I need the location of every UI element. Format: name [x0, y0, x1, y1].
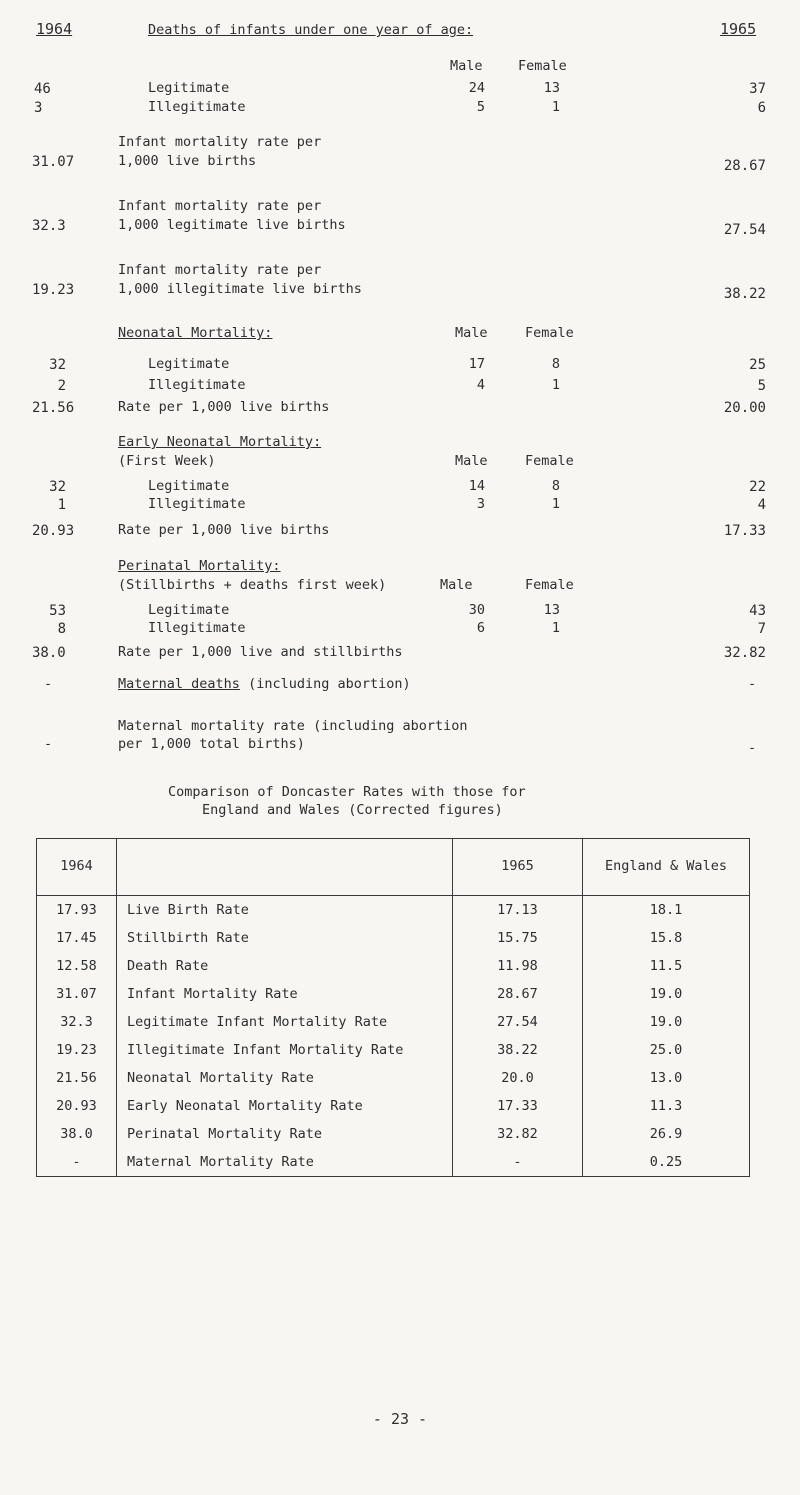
maternal-deaths-label [118, 678, 411, 692]
header-1964: 1964 [37, 839, 117, 896]
neonatal-legit-1965: 25 [749, 357, 766, 373]
cell-england-wales: 13.0 [583, 1064, 750, 1092]
early-legit-1965: 22 [749, 479, 766, 495]
cell-label: Live Birth Rate [117, 896, 453, 925]
illegit-label: Illegitimate [148, 99, 246, 115]
cell-england-wales: 0.25 [583, 1148, 750, 1177]
perinatal-legit-1964: 53 [49, 603, 66, 619]
legit-male: 24 [468, 80, 485, 96]
rate-label-line1: Infant mortality rate per [118, 262, 322, 278]
illegit-female: 1 [551, 99, 560, 115]
perinatal-legit-female: 13 [543, 602, 560, 618]
illegit-deaths-1965: 6 [757, 100, 766, 116]
rate-1964: 31.07 [32, 154, 75, 170]
table-row [37, 980, 750, 1008]
rate-1964: 32.3 [32, 218, 66, 234]
perinatal-legit-1965: 43 [749, 603, 766, 619]
cell-england-wales: 15.8 [583, 924, 750, 952]
legit-label: Legitimate [148, 602, 230, 618]
male-column-header: Male [455, 453, 488, 469]
illegit-deaths-1964: 3 [34, 100, 43, 116]
perinatal-illegit-female: 1 [551, 620, 560, 636]
cell-label: Maternal Mortality Rate [117, 1148, 453, 1177]
maternal-deaths-1964: - [44, 676, 53, 692]
table-row [37, 896, 750, 925]
cell-label: Illegitimate Infant Mortality Rate [117, 1036, 453, 1064]
cell-1965: 38.22 [453, 1036, 583, 1064]
cell-1965: 17.33 [453, 1092, 583, 1120]
maternal-rate-line1: Maternal mortality rate (including abortion [118, 718, 468, 734]
perinatal-rate-1964: 38.0 [32, 645, 66, 661]
table-row [37, 1120, 750, 1148]
header-description [117, 839, 453, 896]
rate-label-line2: 1,000 illegitimate live births [118, 281, 362, 297]
cell-label: Legitimate Infant Mortality Rate [117, 1008, 453, 1036]
neonatal-rate-1965: 20.00 [723, 400, 766, 416]
male-column-header: Male [455, 325, 488, 341]
perinatal-subheading: (Stillbirths + deaths first week) [118, 577, 387, 593]
perinatal-illegit-1965: 7 [757, 621, 766, 637]
female-column-header: Female [525, 325, 574, 341]
cell-1964: 20.93 [37, 1092, 117, 1120]
early-legit-male: 14 [468, 478, 485, 494]
male-column-header: Male [450, 58, 483, 74]
rate-label-line2: 1,000 live births [118, 153, 257, 169]
neonatal-legit-1964: 32 [49, 357, 66, 373]
neonatal-illegit-1964: 2 [57, 378, 66, 394]
maternal-deaths-1965: - [748, 676, 757, 692]
early-rate-1965: 17.33 [723, 523, 766, 539]
cell-1965: 17.13 [453, 896, 583, 925]
cell-1964: 17.45 [37, 924, 117, 952]
perinatal-illegit-1964: 8 [57, 621, 66, 637]
legit-label: Legitimate [148, 478, 230, 494]
neonatal-illegit-1965: 5 [757, 378, 766, 394]
page-title: Deaths of infants under one year of age: [148, 22, 474, 38]
neonatal-rate-label: Rate per 1,000 live births [118, 399, 330, 415]
comparison-title-line2: England and Wales (Corrected figures) [202, 802, 503, 818]
rate-label-line1: Infant mortality rate per [118, 134, 322, 150]
cell-england-wales: 19.0 [583, 980, 750, 1008]
cell-1965: 15.75 [453, 924, 583, 952]
legit-deaths-1965: 37 [749, 81, 766, 97]
perinatal-rate-label: Rate per 1,000 live and stillbirths [118, 644, 403, 660]
table-row [37, 1036, 750, 1064]
cell-england-wales: 11.3 [583, 1092, 750, 1120]
perinatal-heading: Perinatal Mortality: [118, 558, 281, 574]
female-column-header: Female [518, 58, 567, 74]
neonatal-legit-female: 8 [551, 356, 560, 372]
cell-england-wales: 11.5 [583, 952, 750, 980]
table-row [37, 952, 750, 980]
page-number: - 23 - [372, 1410, 428, 1428]
header-england-wales: England & Wales [583, 839, 750, 896]
cell-label: Infant Mortality Rate [117, 980, 453, 1008]
early-neonatal-heading: Early Neonatal Mortality: [118, 434, 322, 450]
female-column-header: Female [525, 453, 574, 469]
cell-1964: 19.23 [37, 1036, 117, 1064]
perinatal-illegit-male: 6 [476, 620, 485, 636]
rate-label-line2: 1,000 legitimate live births [118, 217, 346, 233]
early-illegit-male: 3 [476, 496, 485, 512]
neonatal-heading: Neonatal Mortality: [118, 325, 273, 341]
cell-label: Death Rate [117, 952, 453, 980]
maternal-rate-1965: - [748, 740, 757, 756]
table-header-row [37, 839, 750, 896]
cell-1964: 38.0 [37, 1120, 117, 1148]
early-rate-label: Rate per 1,000 live births [118, 522, 330, 538]
rate-1965: 38.22 [723, 286, 766, 302]
header-1965: 1965 [453, 839, 583, 896]
cell-1964: 12.58 [37, 952, 117, 980]
early-neonatal-subheading: (First Week) [118, 453, 216, 469]
neonatal-illegit-female: 1 [551, 377, 560, 393]
male-column-header: Male [440, 577, 473, 593]
cell-england-wales: 19.0 [583, 1008, 750, 1036]
neonatal-rate-1964: 21.56 [32, 400, 75, 416]
rate-1964: 19.23 [32, 282, 75, 298]
table-row [37, 1008, 750, 1036]
legit-deaths-1964: 46 [34, 81, 51, 97]
comparison-title-line1: Comparison of Doncaster Rates with those for [168, 784, 526, 800]
cell-1964: 31.07 [37, 980, 117, 1008]
legit-female: 13 [543, 80, 560, 96]
cell-label: Perinatal Mortality Rate [117, 1120, 453, 1148]
cell-label: Neonatal Mortality Rate [117, 1064, 453, 1092]
table-row [37, 924, 750, 952]
rate-1965: 28.67 [723, 158, 766, 174]
cell-1964: 32.3 [37, 1008, 117, 1036]
comparison-table [36, 838, 750, 1177]
maternal-rate-1964: - [44, 736, 53, 752]
table-row [37, 1092, 750, 1120]
legit-label: Legitimate [148, 356, 230, 372]
neonatal-legit-male: 17 [468, 356, 485, 372]
early-illegit-1965: 4 [757, 497, 766, 513]
cell-1965: 11.98 [453, 952, 583, 980]
rate-label-line1: Infant mortality rate per [118, 198, 322, 214]
cell-1965: 27.54 [453, 1008, 583, 1036]
cell-1965: 20.0 [453, 1064, 583, 1092]
cell-england-wales: 25.0 [583, 1036, 750, 1064]
year-1965-heading: 1965 [720, 20, 757, 38]
cell-1965: 28.67 [453, 980, 583, 1008]
perinatal-rate-1965: 32.82 [723, 645, 766, 661]
table-row [37, 1148, 750, 1177]
cell-label: Stillbirth Rate [117, 924, 453, 952]
cell-england-wales: 26.9 [583, 1120, 750, 1148]
perinatal-legit-male: 30 [468, 602, 485, 618]
year-1964-heading: 1964 [36, 20, 73, 38]
cell-1964: - [37, 1148, 117, 1177]
illegit-label: Illegitimate [148, 620, 246, 636]
maternal-deaths-heading: Maternal deaths [118, 676, 240, 692]
cell-1964: 21.56 [37, 1064, 117, 1092]
legit-label: Legitimate [148, 80, 230, 96]
illegit-male: 5 [476, 99, 485, 115]
early-rate-1964: 20.93 [32, 523, 75, 539]
neonatal-illegit-male: 4 [476, 377, 485, 393]
cell-england-wales: 18.1 [583, 896, 750, 925]
illegit-label: Illegitimate [148, 496, 246, 512]
cell-1965: - [453, 1148, 583, 1177]
early-illegit-1964: 1 [57, 497, 66, 513]
cell-1965: 32.82 [453, 1120, 583, 1148]
early-legit-1964: 32 [49, 479, 66, 495]
illegit-label: Illegitimate [148, 377, 246, 393]
cell-label: Early Neonatal Mortality Rate [117, 1092, 453, 1120]
female-column-header: Female [525, 577, 574, 593]
table-row [37, 1064, 750, 1092]
early-illegit-female: 1 [551, 496, 560, 512]
early-legit-female: 8 [551, 478, 560, 494]
rate-1965: 27.54 [723, 222, 766, 238]
cell-1964: 17.93 [37, 896, 117, 925]
maternal-deaths-suffix: (including abortion) [248, 676, 411, 692]
maternal-rate-line2: per 1,000 total births) [118, 736, 305, 752]
